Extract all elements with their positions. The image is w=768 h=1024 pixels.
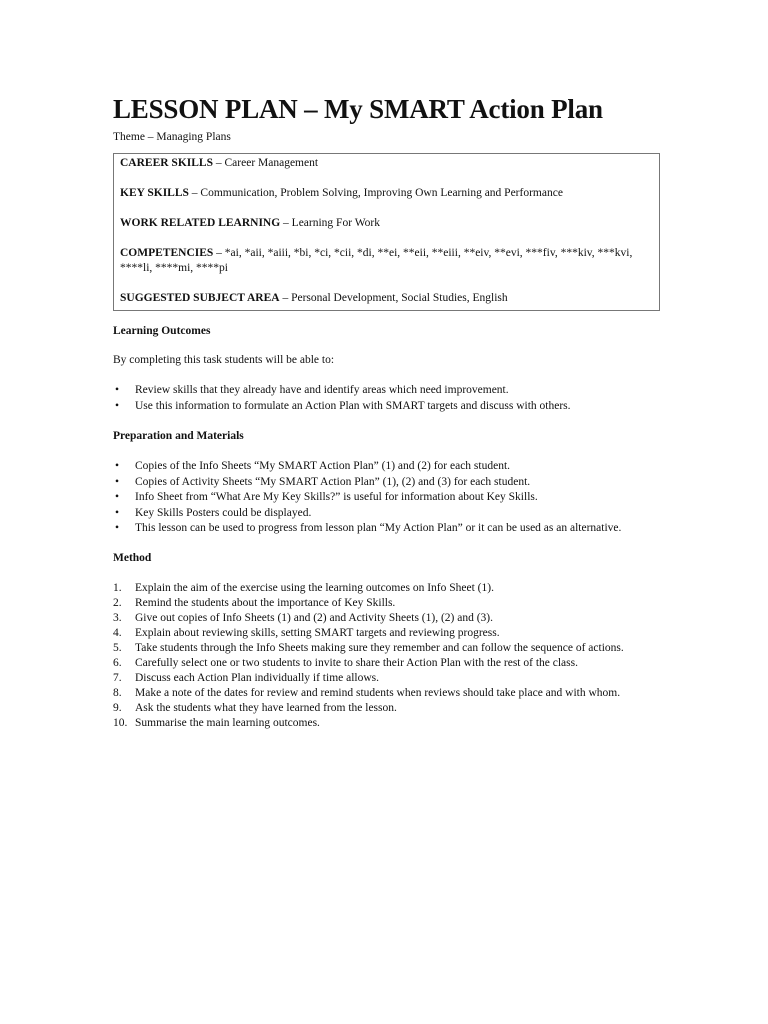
skill-label: SUGGESTED SUBJECT AREA (120, 292, 280, 304)
step-text: Explain the aim of the exercise using the learning outcomes on Info Sheet (1). (135, 581, 494, 594)
learning-outcomes-intro: By completing this task students will be able to: (113, 354, 335, 366)
list-item (113, 596, 661, 611)
step-number: 7. (113, 671, 122, 684)
step-number: 4. (113, 626, 122, 639)
learning-outcomes-heading: Learning Outcomes (113, 325, 211, 337)
list-item-text: Use this information to formulate an Action Plan with SMART targets and discuss with others. (135, 399, 571, 412)
list-item-text: This lesson can be used to progress from lesson plan “My Action Plan” or it can be used as an alternative. (135, 522, 622, 534)
list-item (113, 656, 661, 671)
list-item (113, 459, 661, 475)
step-text: Ask the students what they have learned from the lesson. (135, 701, 397, 714)
list-item-text: Info Sheet from “What Are My Key Skills?” is useful for information about Key Skills. (135, 491, 538, 503)
list-item (113, 506, 661, 522)
skill-label: KEY SKILLS (120, 187, 189, 199)
list-item-text: Review skills that they already have and identify areas which need improvement. (135, 384, 509, 396)
list-item (113, 490, 661, 506)
skill-value: – Communication, Problem Solving, Improving Own Learning and Performance (188, 187, 563, 199)
skill-value: – Personal Development, Social Studies, English (279, 292, 508, 304)
step-text: Remind the students about the importance of Key Skills. (135, 596, 396, 609)
skill-value: – *ai, *aii, *aiii, *bi, *ci, *cii, *di, **ei, **eii, **eiii, **eiv, **evi, ***fiv, ***kiv, ***kvi, ****li, ****mi, ****pi (120, 247, 633, 274)
skill-label: CAREER SKILLS (120, 157, 213, 169)
preparation-list (113, 459, 661, 537)
method-heading: Method (113, 551, 152, 564)
skill-label: WORK RELATED LEARNING (120, 217, 281, 229)
page-title: LESSON PLAN – My SMART Action Plan (113, 94, 603, 124)
step-number: 6. (113, 656, 122, 669)
list-item-text: Key Skills Posters could be displayed. (135, 506, 312, 519)
step-text: Summarise the main learning outcomes. (135, 716, 320, 729)
skill-value: – Learning For Work (280, 217, 380, 229)
list-item (113, 475, 661, 491)
list-item (113, 686, 661, 701)
bullet-icon: • (115, 384, 120, 396)
bullet-icon: • (115, 475, 120, 488)
step-number: 5. (113, 641, 122, 654)
list-item (113, 701, 661, 716)
skill-label: COMPETENCIES (120, 247, 214, 259)
learning-outcomes-list (113, 383, 661, 414)
competencies-row (120, 246, 653, 276)
list-item (113, 383, 661, 399)
work-related-learning-row (120, 216, 653, 231)
skills-summary-box (113, 153, 660, 311)
suggested-subject-area-row (120, 291, 653, 306)
bullet-icon: • (115, 522, 120, 534)
list-item (113, 626, 661, 641)
list-item (113, 611, 661, 626)
step-text: Give out copies of Info Sheets (1) and (2) and Activity Sheets (1), (2) and (3). (135, 611, 494, 624)
preparation-heading: Preparation and Materials (113, 430, 244, 442)
list-item (113, 521, 661, 537)
bullet-icon: • (115, 491, 120, 503)
bullet-icon: • (115, 399, 120, 412)
career-skills-row (120, 156, 653, 171)
list-item (113, 716, 661, 731)
list-item (113, 641, 661, 656)
step-text: Discuss each Action Plan individually if time allows. (135, 671, 380, 684)
step-text: Make a note of the dates for review and remind students when reviews should take place and with whom. (135, 686, 621, 699)
step-number: 1. (113, 581, 122, 594)
step-number: 8. (113, 686, 122, 699)
theme-subtitle: Theme – Managing Plans (113, 131, 231, 143)
list-item-text: Copies of Activity Sheets “My SMART Action Plan” (1), (2) and (3) for each student. (135, 475, 531, 488)
bullet-icon: • (115, 506, 120, 519)
lesson-plan-page (113, 92, 661, 731)
list-item (113, 671, 661, 686)
step-number: 3. (113, 611, 122, 624)
key-skills-row (120, 186, 653, 201)
method-steps-list (113, 581, 661, 731)
list-item (113, 581, 661, 596)
list-item (113, 399, 661, 415)
step-number: 2. (113, 596, 122, 609)
list-item-text: Copies of the Info Sheets “My SMART Action Plan” (1) and (2) for each student. (135, 460, 511, 472)
step-text: Take students through the Info Sheets making sure they remember and can follow the sequence of actions. (135, 641, 624, 654)
skill-value: – Career Management (213, 157, 319, 169)
step-text: Carefully select one or two students to invite to share their Action Plan with the rest of the class. (135, 656, 578, 669)
bullet-icon: • (115, 460, 120, 472)
step-text: Explain about reviewing skills, setting SMART targets and reviewing progress. (135, 626, 500, 639)
step-number: 10. (113, 716, 128, 729)
step-number: 9. (113, 701, 122, 714)
